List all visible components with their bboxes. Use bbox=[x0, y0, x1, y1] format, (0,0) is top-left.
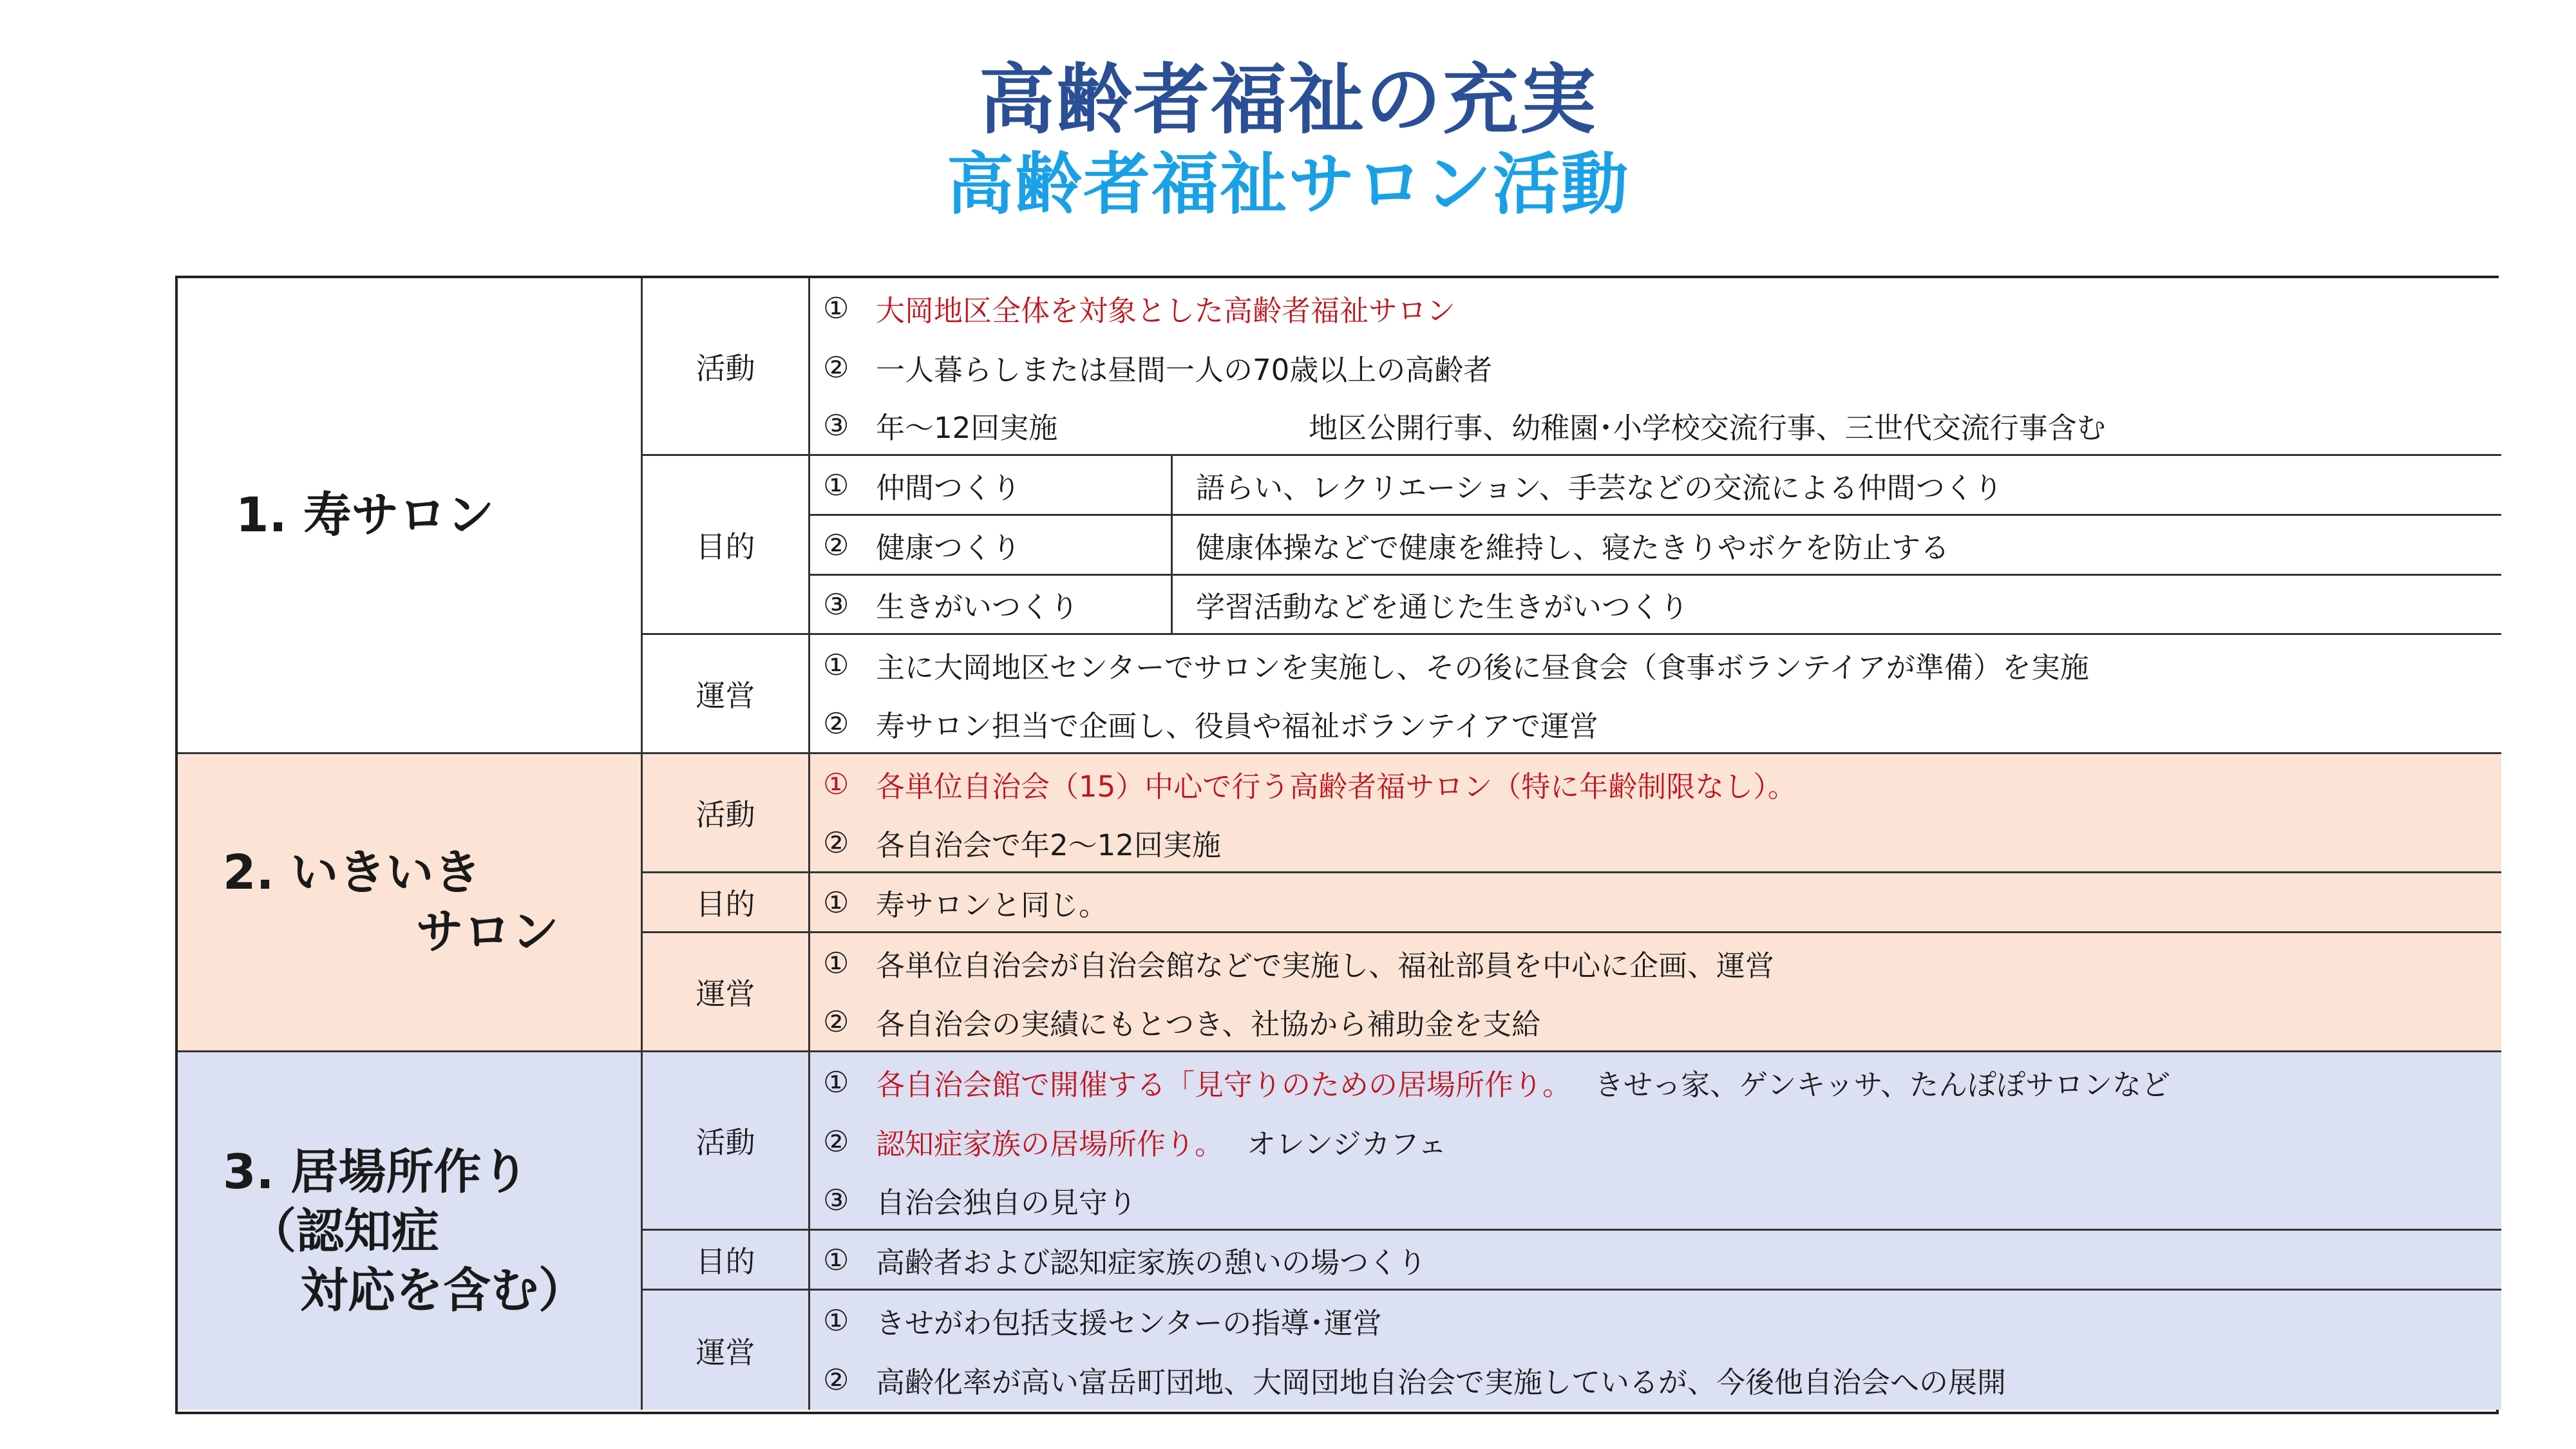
item-number: ② bbox=[823, 1004, 849, 1039]
item-text: 仲間つくり bbox=[876, 470, 1021, 505]
item-number: ① bbox=[823, 885, 849, 920]
item-text: 各単位自治会（15）中心で行う高齢者福サロン（特に年齢制限なし）。 bbox=[876, 770, 1797, 804]
section-1-purpose-3-item bbox=[810, 576, 1173, 635]
item-text: 高齢者および認知症家族の憩いの場つくり bbox=[876, 1245, 1427, 1280]
section-3-activity-3 bbox=[810, 1171, 2501, 1231]
section-1-purpose-3-desc: 学習活動などを通じた生きがいつくり bbox=[1173, 576, 2501, 635]
section-1-activity-1 bbox=[810, 278, 2501, 337]
item-number: ① bbox=[823, 1303, 849, 1338]
section-3-operation-label: 運営 bbox=[643, 1291, 810, 1410]
item-number: ② bbox=[823, 350, 849, 384]
section-2-operation-label: 運営 bbox=[643, 933, 810, 1052]
section-2-activity-2 bbox=[810, 814, 2501, 873]
item-text: 各自治会の実績にもとつき、社協から補助金を支給 bbox=[876, 1007, 1541, 1041]
section-2-activity-label: 活動 bbox=[643, 754, 810, 873]
item-text: 年～12回実施 bbox=[876, 411, 1058, 445]
section-1-operation-2 bbox=[810, 695, 2501, 754]
item-text: 大岡地区全体を対象とした高齢者福祉サロン bbox=[876, 293, 1456, 328]
section-3-purpose-label: 目的 bbox=[643, 1231, 810, 1291]
section-1-purpose-label: 目的 bbox=[643, 456, 810, 635]
section-3-operation-1 bbox=[810, 1291, 2501, 1350]
section-3-name-line: 対応を含む） bbox=[300, 1262, 586, 1318]
section-3-activity-2 bbox=[810, 1112, 2501, 1171]
section-3-activity-label: 活動 bbox=[643, 1052, 810, 1231]
item-number: ③ bbox=[823, 408, 849, 442]
item-number: ② bbox=[823, 527, 849, 562]
item-number: ② bbox=[823, 1363, 849, 1397]
section-2-purpose-1 bbox=[810, 873, 2501, 933]
item-text: 主に大岡地区センターでサロンを実施し、その後に昼食会（食事ボランテイアが準備）を実施 bbox=[876, 650, 2089, 685]
item-number: ① bbox=[823, 767, 849, 801]
section-2-name bbox=[178, 754, 643, 1052]
salon-table bbox=[175, 276, 2499, 1414]
item-number: ① bbox=[823, 290, 849, 325]
item-number: ② bbox=[823, 826, 849, 860]
section-3-name bbox=[178, 1052, 643, 1410]
item-number: ③ bbox=[823, 1183, 849, 1217]
item-text: 各単位自治会が自治会館などで実施し、福祉部員を中心に企画、運営 bbox=[876, 948, 1775, 983]
section-2-operation-1 bbox=[810, 933, 2501, 992]
section-1-operation-label: 運営 bbox=[643, 635, 810, 754]
section-1-activity-3 bbox=[810, 397, 2501, 456]
item-number: ② bbox=[823, 706, 849, 741]
item-number: ① bbox=[823, 1065, 849, 1099]
section-3-activity-1 bbox=[810, 1052, 2501, 1112]
section-2-activity-1 bbox=[810, 754, 2501, 814]
item-text: 健康つくり bbox=[876, 530, 1021, 565]
item-number: ① bbox=[823, 1242, 849, 1277]
item-text: 各自治会で年2～12回実施 bbox=[876, 828, 1221, 862]
page-title: 高齢者福祉の充実 bbox=[978, 55, 1597, 144]
section-1-name-line: 1. 寿サロン bbox=[236, 488, 495, 543]
section-1-activity-label: 活動 bbox=[643, 278, 810, 456]
item-text: 生きがいつくり bbox=[876, 590, 1079, 624]
section-1-purpose-1-item bbox=[810, 456, 1173, 516]
section-1-operation-1 bbox=[810, 635, 2501, 695]
section-1-activity-2 bbox=[810, 337, 2501, 397]
section-3-name-line: 3. 居場所作り bbox=[223, 1144, 529, 1200]
section-2-purpose-label: 目的 bbox=[643, 873, 810, 933]
section-1-purpose-2-item bbox=[810, 516, 1173, 576]
item-note: 地区公開行事、幼稚園･小学校交流行事、三世代交流行事含む bbox=[1309, 411, 2106, 445]
section-1-name bbox=[178, 278, 643, 754]
item-text: 寿サロンと同じ。 bbox=[876, 887, 1108, 922]
item-text: 一人暮らしまたは昼間一人の70歳以上の高齢者 bbox=[876, 352, 1493, 387]
section-3-purpose-1 bbox=[810, 1231, 2501, 1291]
title-block bbox=[0, 52, 2576, 223]
item-number: ① bbox=[823, 945, 849, 980]
section-2-name-line: サロン bbox=[352, 904, 559, 960]
section-3-name-line: （認知症 bbox=[249, 1203, 439, 1259]
item-number: ② bbox=[823, 1124, 849, 1159]
section-1-purpose-2-desc: 健康体操などで健康を維持し、寝たきりやボケを防止する bbox=[1173, 516, 2501, 576]
item-number: ③ bbox=[823, 587, 849, 621]
page-subtitle: 高齢者福祉サロン活動 bbox=[946, 145, 1629, 223]
section-2-name-line: 2. いきいき bbox=[223, 845, 482, 900]
item-text: 認知症家族の居場所作り。 bbox=[876, 1127, 1224, 1161]
item-note: オレンジカフェ bbox=[1247, 1127, 1447, 1161]
item-text: 寿サロン担当で企画し、役員や福祉ボランテイアで運営 bbox=[876, 709, 1598, 743]
item-note: きせっ家、ゲンキッサ、たんぽぽサロンなど bbox=[1595, 1067, 2171, 1102]
section-1-purpose-1-desc: 語らい、レクリエーション、手芸などの交流による仲間つくり bbox=[1173, 456, 2501, 516]
item-text: 各自治会館で開催する「見守りのための居場所作り。 bbox=[876, 1067, 1572, 1102]
item-text: 自治会独自の見守り bbox=[876, 1186, 1137, 1220]
section-2-operation-2 bbox=[810, 992, 2501, 1052]
item-text: きせがわ包括支援センターの指導･運営 bbox=[876, 1305, 1382, 1340]
item-text: 高齢化率が高い富岳町団地、大岡団地自治会で実施しているが、今後他自治会への展開 bbox=[876, 1365, 2007, 1399]
section-3-operation-2 bbox=[810, 1350, 2501, 1410]
item-number: ① bbox=[823, 648, 849, 682]
item-number: ① bbox=[823, 468, 849, 502]
